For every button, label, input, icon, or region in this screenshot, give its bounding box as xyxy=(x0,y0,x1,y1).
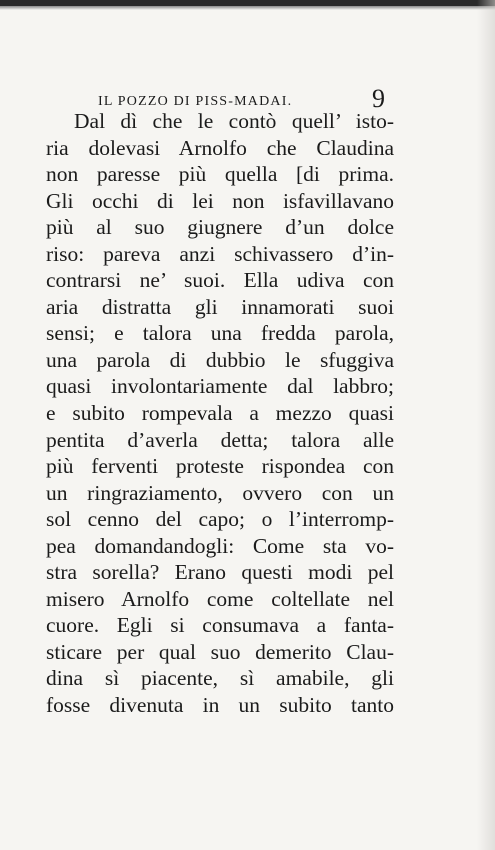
text-line: Gli occhi di lei non isfavillavano xyxy=(46,188,394,213)
text-line: sticare per qual suo demerito Clau- xyxy=(46,639,394,664)
text-line: pentita d’averla detta; talora alle xyxy=(46,427,394,452)
text-line: e subito rompevala a mezzo quasi xyxy=(46,401,394,426)
body-text xyxy=(46,108,394,719)
text-line: stra sorella? Erano questi modi pel xyxy=(46,560,394,585)
text-line: sensi; e talora una fredda parola, xyxy=(46,321,394,346)
text-line: misero Arnolfo come coltellate nel xyxy=(46,586,394,611)
text-line: più al suo giugnere d’un dolce xyxy=(46,215,394,240)
page-edge-shadow xyxy=(477,0,495,850)
text-line: fosse divenuta in un subito tanto xyxy=(46,693,394,718)
text-line: più ferventi proteste rispondea con xyxy=(46,454,394,479)
text-line: cuore. Egli si consumava a fanta- xyxy=(46,613,394,638)
text-line: dina sì piacente, sì amabile, gli xyxy=(46,666,394,691)
text-line: ria dolevasi Arnolfo che Claudina xyxy=(46,135,394,160)
text-line: riso: pareva anzi schivassero d’in- xyxy=(46,241,394,266)
text-line: Dal dì che le contò quell’ isto- xyxy=(74,109,394,133)
text-line: una parola di dubbio le sfuggiva xyxy=(46,347,394,372)
running-head: IL POZZO DI PISS-MADAI. xyxy=(98,94,293,109)
text-line: sol cenno del capo; o l’interromp- xyxy=(46,507,394,532)
text-line: quasi involontariamente dal labbro; xyxy=(46,374,394,399)
text-line: contrarsi ne’ suoi. Ella udiva con xyxy=(46,268,394,293)
page-number: 9 xyxy=(372,84,385,113)
page-top-shadow xyxy=(0,6,495,10)
text-line: pea domandandogli: Come sta vo- xyxy=(46,533,394,558)
text-line: non paresse più quella [di prima. xyxy=(46,162,394,187)
text-line: un ringraziamento, ovvero con un xyxy=(46,480,394,505)
text-line: aria distratta gli innamorati suoi xyxy=(46,294,394,319)
